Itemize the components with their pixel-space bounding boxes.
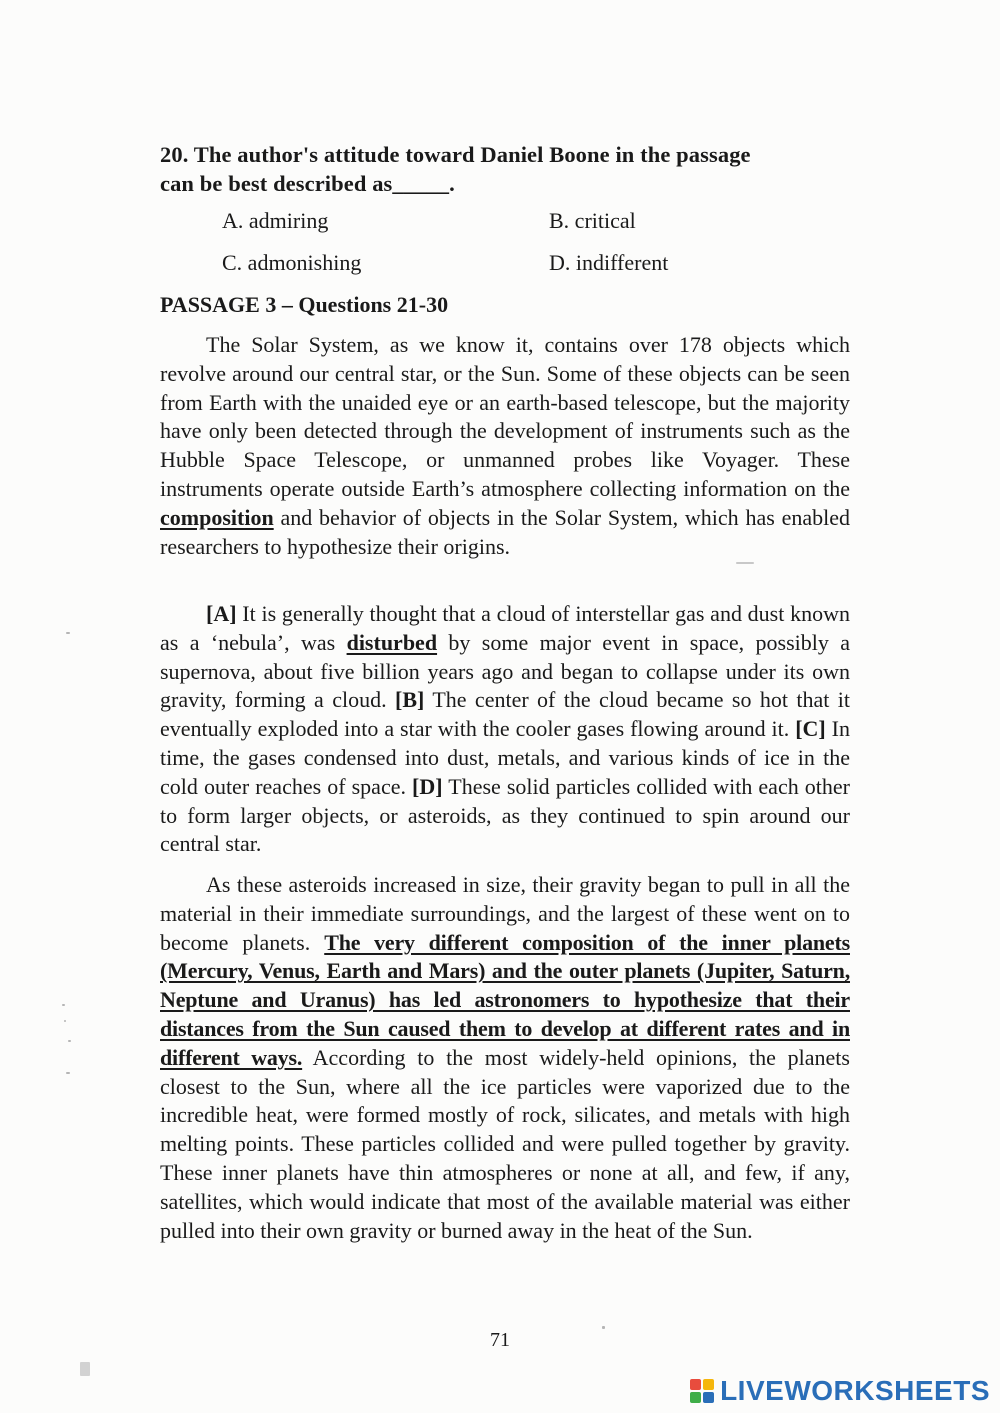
- brand-name: LIVEWORKSHEETS: [720, 1375, 990, 1406]
- scan-speck: [64, 1020, 66, 1022]
- p3-text-before: As these asteroids increased in size, their gravity began to pull in all the material in their immediate surroundings, and the largest of these went on to become planets.: [160, 872, 850, 955]
- keyword-composition: composition: [160, 504, 274, 530]
- scan-speck: [66, 632, 70, 634]
- option-c: C. admonishing: [222, 250, 362, 275]
- option-a: A. admiring: [222, 208, 329, 233]
- insert-marker-b: [B]: [395, 687, 425, 713]
- insert-marker-a: [A]: [206, 601, 237, 626]
- page-number: 71: [490, 1329, 510, 1351]
- p2-seg2: by some major event in space, possibly a supernova, about five billion years ago and began to collapse under its own gravity, forming a cloud.: [160, 629, 850, 713]
- p2-seg1: It is generally thought that a cloud of interstellar gas and dust known as a ‘nebula’, was: [160, 601, 850, 655]
- scan-speck: [68, 1040, 71, 1042]
- keyword-disturbed: disturbed: [346, 629, 438, 655]
- p2-seg5: These solid particles collided with each other to form larger objects, or asteroids, as they continued to spin around our central star.: [160, 773, 850, 857]
- highlighted-sentence: The very different composition of the inner planets (Mercury, Venus, Earth and Mars) and the outer planets (Jupiter, Saturn, Neptune and Uranus) has led astronomers to hypothesize that their distances from the Sun caused them to develop at different rates and in different ways.: [160, 929, 850, 1070]
- logo-tile-red: [690, 1379, 701, 1390]
- option-d: D. indifferent: [549, 250, 669, 275]
- scan-speck: [80, 1362, 90, 1376]
- insert-marker-d: [D]: [412, 773, 443, 799]
- option-b: B. critical: [549, 208, 636, 233]
- p1-text-after: and behavior of objects in the Solar System, which has enabled researchers to hypothesize their origins.: [160, 504, 850, 559]
- scan-speck: [62, 1004, 65, 1006]
- logo-tile-yellow: [703, 1379, 714, 1390]
- p2-seg4: In time, the gases condensed into dust, metals, and various kinds of ice in the cold outer reaches of space.: [160, 716, 851, 799]
- passage-paragraph-2: [160, 600, 850, 859]
- logo-tile-blue: [703, 1392, 714, 1403]
- passage-paragraph-3: [160, 871, 850, 1245]
- p2-seg3: The center of the cloud became so hot that it eventually exploded into a star with the cooler gases flowing around it.: [160, 687, 850, 742]
- p1-text-before: The Solar System, as we know it, contains over 178 objects which revolve around our central star, or the Sun. Some of these objects can be seen from Earth with the unaided eye or an earth-based telescope, but the majority have only been detected through the development of instruments such as the Hubble Space Telescope, or unmanned probes like Voyager. These instruments operate outside Earth’s atmosphere collecting information on the: [160, 332, 850, 501]
- scan-speck: [736, 562, 754, 564]
- p3-text-after: According to the most widely-held opinions, the planets closest to the Sun, where all the ice particles were vaporized due to the incredible heat, were formed mostly of rock, silicates, and metals with high melting points. These particles collided and were pulled together by gravity. These inner planets have thin atmospheres or none at all, and few, if any, satellites, which would indicate that most of the available material was either pulled into their own gravity or burned away in the heat of the Sun.: [160, 1044, 850, 1243]
- question-20-stem: [160, 140, 855, 198]
- insert-marker-c: [C]: [795, 716, 826, 742]
- liveworksheets-brand[interactable]: [690, 1376, 990, 1406]
- answer-blank: _____.: [392, 171, 455, 196]
- liveworksheets-logo-icon: [690, 1379, 714, 1403]
- passage-title: PASSAGE 3 – Questions 21-30: [160, 292, 449, 317]
- scan-speck: [602, 1326, 605, 1329]
- logo-tile-green: [690, 1392, 701, 1403]
- question-stem-line1: 20. The author's attitude toward Daniel Boone in the passage: [160, 142, 751, 167]
- scan-speck: [66, 1072, 70, 1074]
- passage-paragraph-1: [160, 331, 850, 561]
- question-stem-line2: can be best described as: [160, 171, 393, 196]
